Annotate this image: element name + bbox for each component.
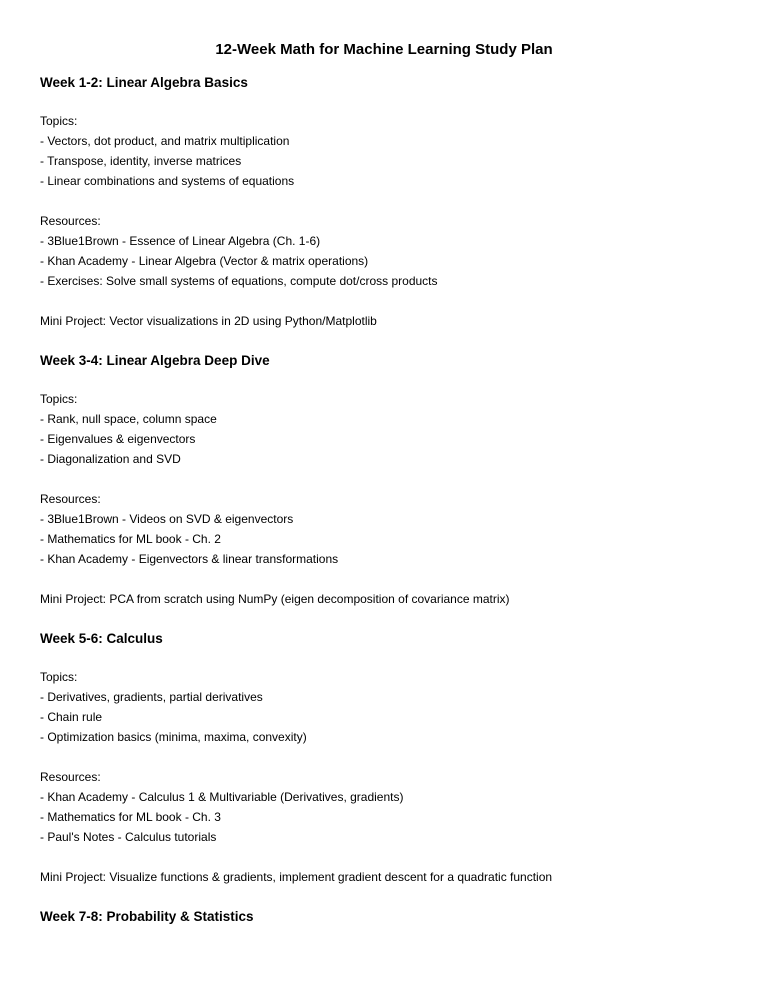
topic-item: - Eigenvalues & eigenvectors — [40, 432, 196, 446]
resource-item: - 3Blue1Brown - Videos on SVD & eigenvectors — [40, 512, 294, 526]
resource-item: - Exercises: Solve small systems of equations, compute dot/cross products — [40, 274, 438, 288]
topics-label: Topics: — [40, 114, 78, 128]
topic-item: - Rank, null space, column space — [40, 412, 217, 426]
topics-label: Topics: — [40, 670, 78, 684]
resource-item: - Khan Academy - Eigenvectors & linear transformations — [40, 552, 339, 566]
section-heading: Week 1-2: Linear Algebra Basics — [40, 75, 248, 90]
section-week-3-4 — [40, 353, 740, 609]
section-heading: Week 5-6: Calculus — [40, 631, 163, 646]
mini-project: Mini Project: PCA from scratch using NumPy (eigen decomposition of covariance matrix) — [40, 592, 510, 606]
section-week-1-2 — [40, 75, 740, 331]
resource-item: - Khan Academy - Calculus 1 & Multivariable (Derivatives, gradients) — [40, 790, 404, 804]
resources-label: Resources: — [40, 492, 101, 506]
topic-item: - Chain rule — [40, 710, 103, 724]
mini-project: Mini Project: Vector visualizations in 2D using Python/Matplotlib — [40, 314, 377, 328]
topic-item: - Transpose, identity, inverse matrices — [40, 154, 242, 168]
topic-item: - Vectors, dot product, and matrix multiplication — [40, 134, 290, 148]
section-heading: Week 3-4: Linear Algebra Deep Dive — [40, 353, 270, 368]
resource-item: - Paul's Notes - Calculus tutorials — [40, 830, 217, 844]
resource-item: - Khan Academy - Linear Algebra (Vector & matrix operations) — [40, 254, 369, 268]
resource-item: - Mathematics for ML book - Ch. 3 — [40, 810, 221, 824]
document-title: 12-Week Math for Machine Learning Study Plan — [215, 41, 553, 58]
topic-item: - Linear combinations and systems of equations — [40, 174, 295, 188]
topic-item: - Optimization basics (minima, maxima, convexity) — [40, 730, 307, 744]
mini-project: Mini Project: Visualize functions & gradients, implement gradient descent for a quadratic function — [40, 870, 553, 884]
topics-label: Topics: — [40, 392, 78, 406]
section-week-5-6 — [40, 631, 740, 887]
resources-label: Resources: — [40, 770, 101, 784]
section-heading: Week 7-8: Probability & Statistics — [40, 909, 254, 924]
resources-label: Resources: — [40, 214, 101, 228]
section-week-7-8 — [40, 909, 740, 925]
topic-item: - Diagonalization and SVD — [40, 452, 181, 466]
resource-item: - 3Blue1Brown - Essence of Linear Algebra (Ch. 1-6) — [40, 234, 321, 248]
topic-item: - Derivatives, gradients, partial derivatives — [40, 690, 263, 704]
resource-item: - Mathematics for ML book - Ch. 2 — [40, 532, 221, 546]
